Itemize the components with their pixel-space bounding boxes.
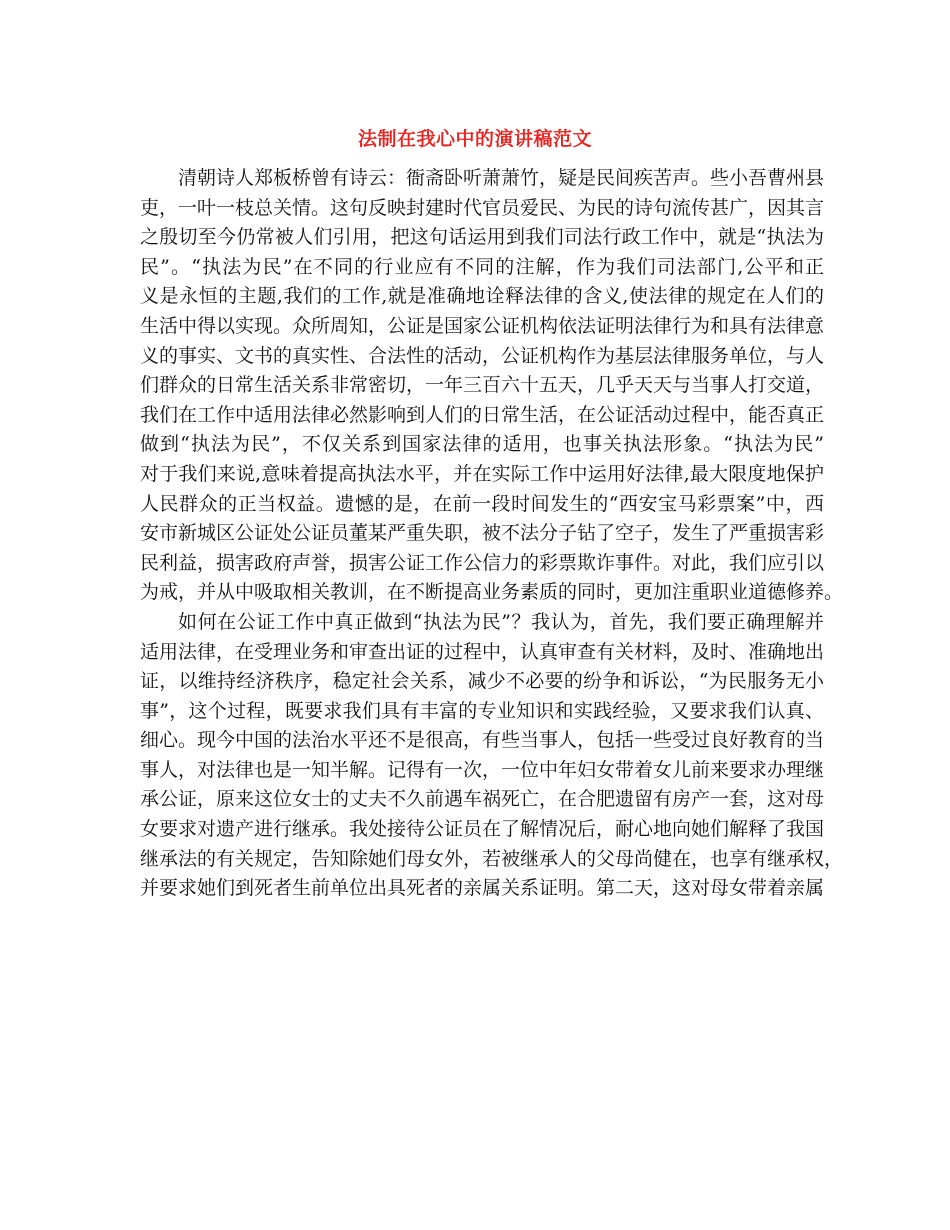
paragraph-line: 之殷切至今仍常被人们引用，把这句话运用到我们司法行政工作中，就是“执法为 bbox=[140, 226, 824, 249]
paragraph-line: 吏，一叶一枝总关情。这句反映封建时代官员爱民、为民的诗句流传甚广，因其言 bbox=[140, 196, 825, 219]
paragraph-line: 民利益，损害政府声誉，损害公证工作公信力的彩票欺诈事件。对此，我们应引以 bbox=[140, 551, 825, 574]
paragraph-line: 义的事实、文书的真实性、合法性的活动，公证机构作为基层法律服务单位，与人 bbox=[140, 344, 825, 367]
paragraph-line: 承公证，原来这位女士的丈夫不久前遇车祸死亡，在合肥遗留有房产一套，这对母 bbox=[140, 788, 825, 811]
paragraph-line: 们群众的日常生活关系非常密切，一年三百六十五天，几乎天天与当事人打交道， bbox=[140, 374, 825, 397]
document-body bbox=[140, 164, 844, 904]
paragraph-line: 清朝诗人郑板桥曾有诗云：衙斋卧听萧萧竹，疑是民间疾苦声。些小吾曹州县 bbox=[178, 167, 825, 189]
paragraph-line: 继承法的有关规定，告知除她们母女外，若被继承人的父母尚健在，也享有继承权， bbox=[140, 847, 844, 870]
paragraph-line: 事人，对法律也是一知半解。记得有一次，一位中年妇女带着女儿前来要求办理继 bbox=[140, 758, 825, 781]
document-title: 法制在我心中的演讲稿范文 bbox=[357, 128, 592, 150]
paragraph-line: 证，以维持经济秩序，稳定社会关系，减少不必要的纷争和诉讼，“为民服务无小 bbox=[140, 670, 824, 693]
paragraph-line: 如何在公证工作中真正做到“执法为民”？我认为，首先，我们要正确理解并 bbox=[178, 610, 824, 633]
paragraph-line: 对于我们来说,意味着提高执法水平，并在实际工作中运用好法律,最大限度地保护 bbox=[140, 462, 824, 485]
paragraph-line: 人民群众的正当权益。遗憾的是，在前一段时间发生的“西安宝马彩票案”中，西 bbox=[140, 492, 824, 515]
paragraph-line: 事”，这个过程，既要求我们具有丰富的专业知识和实践经验，又要求我们认真、 bbox=[140, 699, 824, 722]
paragraph-line: 生活中得以实现。众所周知，公证是国家公证机构依法证明法律行为和具有法律意 bbox=[140, 314, 825, 337]
paragraph-line: 安市新城区公证处公证员董某严重失职，被不法分子钻了空子，发生了严重损害彩 bbox=[140, 522, 825, 545]
paragraph-line: 女要求对遗产进行继承。我处接待公证员在了解情况后，耐心地向她们解释了我国 bbox=[140, 818, 825, 841]
paragraph-line: 做到“执法为民”，不仅关系到国家法律的适用，也事关执法形象。“执法为民” bbox=[140, 433, 824, 456]
paragraph-line: 我们在工作中适用法律必然影响到人们的日常生活，在公证活动过程中，能否真正 bbox=[140, 403, 825, 426]
paragraph-line: 适用法律，在受理业务和审查出证的过程中，认真审查有关材料，及时、准确地出 bbox=[140, 640, 825, 663]
paragraph-line: 义是永恒的主题,我们的工作,就是准确地诠释法律的含义,使法律的规定在人们的 bbox=[140, 285, 824, 308]
paragraph-line: 细心。现今中国的法治水平还不是很高，有些当事人，包括一些受过良好教育的当 bbox=[140, 729, 825, 752]
paragraph-line: 民”。“执法为民”在不同的行业应有不同的注解，作为我们司法部门,公平和正 bbox=[140, 255, 824, 278]
paragraph-line: 为戒，并从中吸取相关教训，在不断提高业务素质的同时，更加注重职业道德修养。 bbox=[140, 581, 844, 604]
paragraph-line: 并要求她们到死者生前单位出具死者的亲属关系证明。第二天，这对母女带着亲属 bbox=[140, 877, 825, 900]
